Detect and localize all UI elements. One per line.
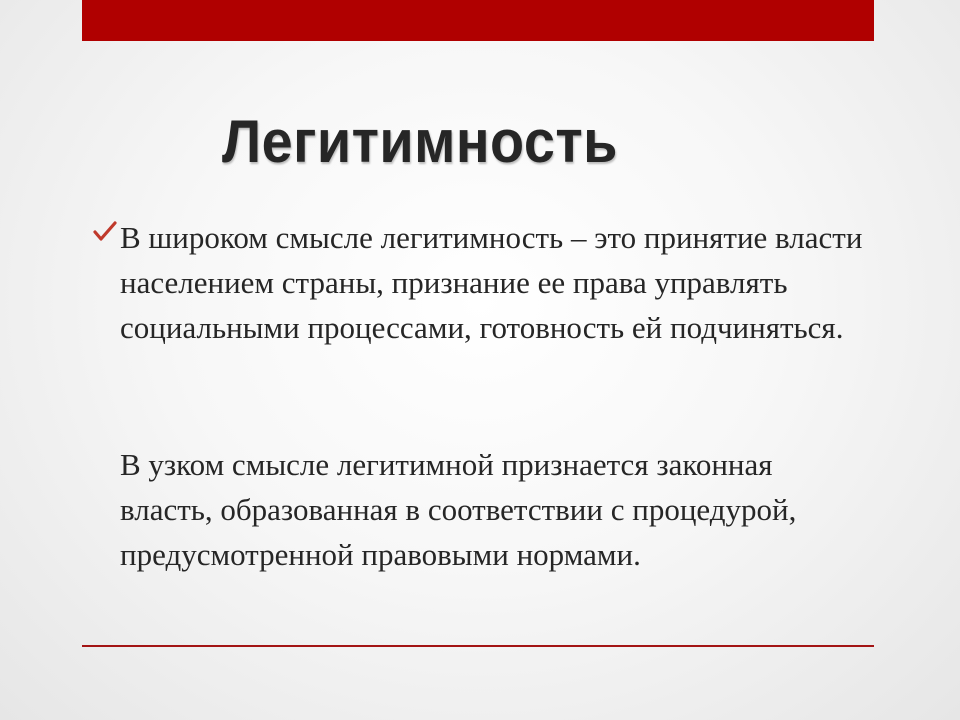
top-accent-band	[82, 0, 874, 41]
bottom-divider	[82, 645, 874, 647]
check-icon	[92, 219, 118, 245]
bullet-paragraph-broad: В широком смысле легитимность – это принятие власти населением страны, признание ее права управлять социальными процессами, готовность ей подчиняться.	[120, 220, 863, 345]
paragraph-narrow: В узком смысле легитимной признается законная власть, образованная в соответствии с процедурой, предусмотренной правовыми нормами.	[120, 447, 797, 572]
slide-title: Легитимность	[222, 108, 618, 175]
